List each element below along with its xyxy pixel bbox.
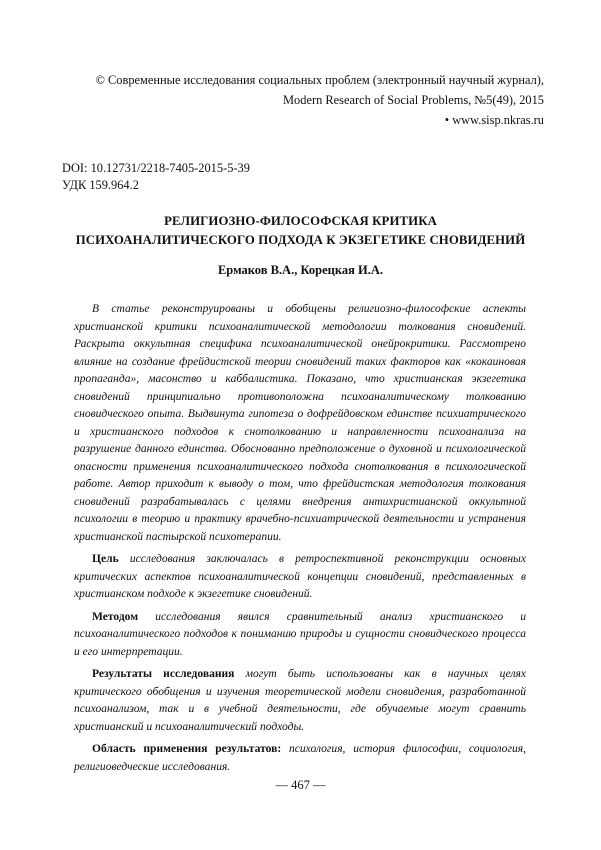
application-text: психология, история философии, социология, религиоведческие исследования.: [74, 743, 526, 773]
journal-name-line: © Современные исследования социальных проблем (электронный научный журнал),: [95, 73, 544, 87]
doi-line[interactable]: DOI: 10.12731/2218-7405-2015-5-39: [62, 161, 250, 175]
article-identifiers: [62, 160, 250, 194]
article-authors: Ермаков В.А., Корецкая И.А.: [217, 263, 384, 277]
journal-website-line[interactable]: • www.sisp.nkras.ru: [444, 113, 544, 127]
journal-header: [44, 70, 544, 130]
title-line-2: ПСИХОАНАЛИТИЧЕСКОГО ПОДХОДА К ЭКЗЕГЕТИКЕ СНОВИДЕНИЙ: [75, 233, 526, 247]
results-paragraph: [74, 666, 526, 736]
abstract-text: В статье реконструированы и обобщены религиозно-философские аспекты христианской критики психоаналитической методологии толкования сновидений. Раскрыта оккультная специфика психоаналитической онейрокритики. Рассмотрено влияние на создание фрейдистской теории сновидений таких факторов как «кокаиновая пропаганда», масонство и каббалистика. Показано, что христианская экзегетика сновидений принципиально противоположна психоаналитическому толкованию сновидческого опыта. Выдвинута гипотеза о дофрейдовском единстве психиатрического и христианского подходов к снотолкованию и направленности психоанализа на разрушение данного единства. Обоснованно предположение о духовной и психологической опасности применения психоаналитического подхода снотолкования в психологической работе. Автор приходит к выводу о том, что фрейдистская методология толкования сновидений разрабатывалась с целями внедрения антихристианской оккультной психологии в теорию и практику врачебно-психиатрической деятельности и устранения христианской пастырской психотерапии.: [74, 303, 526, 543]
goal-text: исследования заключалась в ретроспективной реконструкции основных критических аспектов психоаналитической концепции сновидений, представленных в христианском подходе к экзегетике сновидений.: [74, 553, 526, 600]
results-label: Результаты исследования: [92, 668, 235, 680]
application-paragraph: [74, 741, 526, 776]
article-title: [40, 212, 561, 250]
journal-issue-line: Modern Research of Social Problems, №5(49), 2015: [283, 93, 544, 107]
udk-line: УДК 159.964.2: [62, 178, 139, 192]
method-label: Методом: [92, 610, 139, 623]
goal-label: Цель: [92, 553, 119, 565]
abstract: [74, 301, 526, 781]
title-line-1: РЕЛИГИОЗНО-ФИЛОСОФСКАЯ КРИТИКА: [164, 214, 437, 228]
application-label: Область применения результатов:: [92, 743, 282, 755]
results-text: могут быть использованы как в научных целях критического обобщения и изучения теоретической модели сновидения, разработанной психоанализом, так и в учебной деятельности, где обучаемые могут сравнить христианский и психоаналитический подходы.: [74, 668, 526, 733]
method-paragraph: [74, 609, 526, 662]
page-number: — 467 —: [275, 778, 326, 792]
goal-paragraph: [74, 551, 526, 604]
method-text: исследования явился сравнительный анализ христианского и психоаналитического подходов к пониманию природы и сущности сновидческого процесса и его интерпретации.: [74, 610, 526, 658]
